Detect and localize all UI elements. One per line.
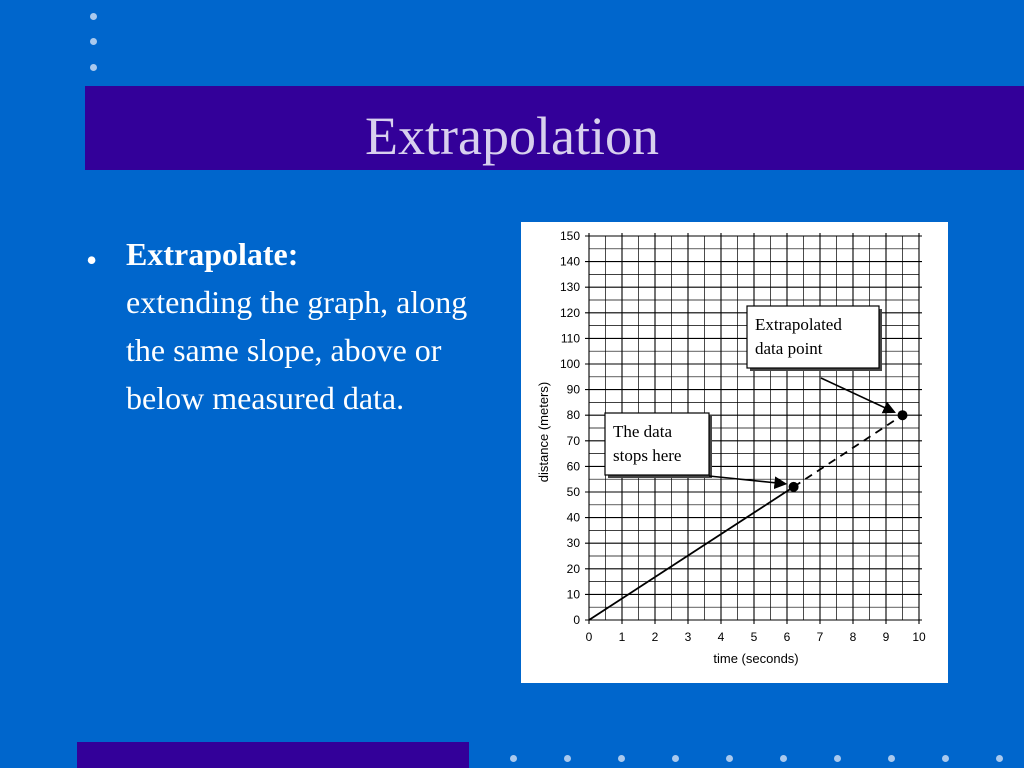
bullet-definition: extending the graph, along the same slope, above or below measured data. [126, 284, 468, 416]
x-tick-label: 10 [912, 630, 926, 644]
x-tick-label: 8 [849, 630, 857, 644]
x-tick-label: 9 [882, 630, 890, 644]
decor-dot [888, 755, 895, 762]
decor-dot [564, 755, 571, 762]
x-tick-label: 2 [651, 630, 659, 644]
y-axis-label: distance (meters) [536, 381, 551, 483]
y-tick-label: 100 [559, 357, 580, 371]
x-tick-label: 0 [585, 630, 593, 644]
decor-dot [996, 755, 1003, 762]
decor-dot [90, 64, 97, 71]
decor-dot [90, 13, 97, 20]
y-tick-label: 30 [566, 536, 580, 551]
chart-panel [521, 222, 948, 683]
y-tick-label: 110 [560, 331, 580, 346]
decor-dot [510, 755, 517, 762]
x-tick-label: 5 [750, 630, 758, 644]
annotation-text: stops here [613, 446, 682, 465]
decor-dot [672, 755, 679, 762]
x-tick-label: 1 [618, 630, 626, 644]
y-tick-label: 90 [566, 382, 580, 397]
annotation-text: Extrapolated [755, 315, 842, 334]
decor-dot [618, 755, 625, 762]
annotation-arrow [821, 378, 895, 412]
bottom-band [77, 742, 469, 768]
bullet-item [126, 230, 496, 422]
y-tick-label: 60 [566, 459, 580, 474]
x-axis-label: time (seconds) [713, 651, 799, 666]
y-tick-label: 120 [559, 305, 580, 320]
data-point [898, 410, 908, 420]
y-tick-label: 20 [566, 561, 580, 576]
y-tick-label: 130 [559, 280, 580, 295]
chart-annotations [605, 306, 895, 484]
y-tick-label: 0 [573, 613, 580, 627]
y-tick-label: 80 [566, 408, 580, 423]
y-tick-label: 140 [559, 254, 580, 269]
decor-dot [90, 38, 97, 45]
decor-dot [726, 755, 733, 762]
data-point [789, 482, 799, 492]
x-tick-label: 3 [684, 630, 692, 644]
chart-svg [521, 222, 948, 683]
slide-title: Extrapolation [365, 106, 659, 166]
decor-dot [942, 755, 949, 762]
y-tick-label: 50 [566, 485, 580, 499]
annotation-text: data point [755, 339, 823, 358]
x-tick-label: 7 [816, 630, 824, 644]
measured-data-line [589, 487, 794, 620]
y-tick-label: 70 [566, 433, 580, 448]
x-tick-label: 4 [717, 630, 725, 644]
bullet-marker: • [86, 242, 98, 278]
decor-dot [780, 755, 787, 762]
y-tick-label: 150 [559, 229, 580, 243]
decor-dot [834, 755, 841, 762]
annotation-text: The data [613, 422, 672, 441]
y-tick-label: 10 [566, 587, 580, 602]
x-tick-label: 6 [783, 630, 791, 644]
y-tick-label: 40 [566, 510, 580, 525]
bullet-term: Extrapolate: [126, 236, 299, 272]
